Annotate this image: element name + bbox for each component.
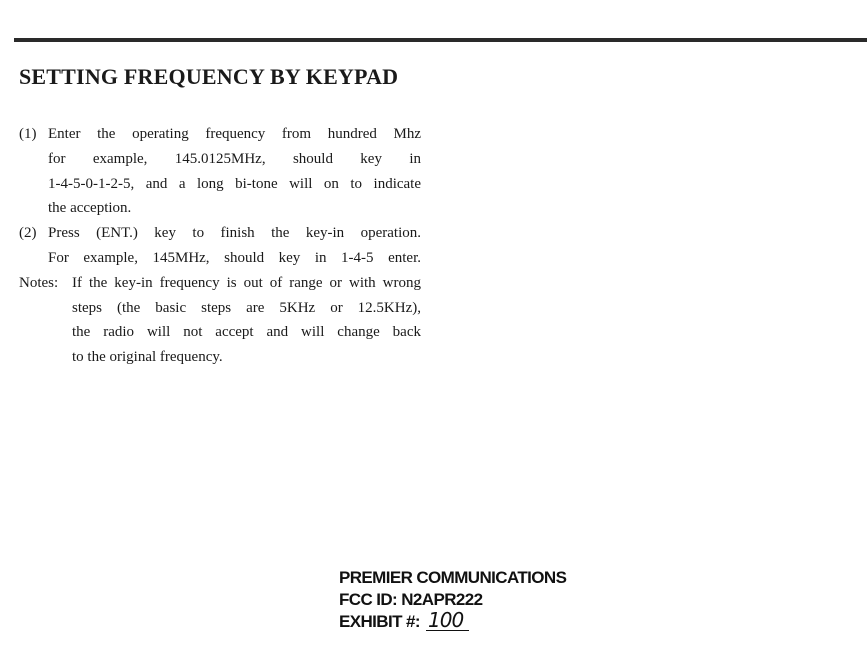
exhibit-stamp xyxy=(339,567,566,633)
step-2 xyxy=(19,221,421,271)
notes-line-3: the radio will not accept and will change back xyxy=(72,324,421,341)
step-1-text xyxy=(48,122,421,221)
top-rule xyxy=(14,38,867,42)
step-1-marker: (1) xyxy=(19,126,37,142)
step-1-line-4: the acception. xyxy=(48,200,132,217)
step-2-line-2: For example, 145MHz, should key in 1-4-5 enter. xyxy=(48,249,421,266)
notes-line-2: steps (the basic steps are 5KHz or 12.5KHz), xyxy=(72,299,421,316)
instructions xyxy=(19,122,421,370)
step-1-line-2: for example, 145.0125MHz, should key in xyxy=(48,150,421,167)
exhibit-number: 100 xyxy=(426,611,469,631)
step-1-line-3: 1-4-5-0-1-2-5, and a long bi-tone will on to indicate xyxy=(48,175,421,192)
step-1 xyxy=(19,122,421,221)
step-1-line-1: Enter the operating frequency from hundred Mhz xyxy=(48,126,421,142)
fcc-id: FCC ID: N2APR222 xyxy=(339,590,483,609)
notes-marker: Notes: xyxy=(19,274,59,291)
step-2-line-1: Press (ENT.) key to finish the key-in operation. xyxy=(48,225,421,242)
notes xyxy=(19,271,421,370)
exhibit-row xyxy=(339,608,566,633)
exhibit-label: EXHIBIT #: xyxy=(339,612,420,631)
step-2-text xyxy=(48,221,421,271)
notes-line-4: to the original frequency. xyxy=(72,349,223,366)
company-name: PREMIER COMMUNICATIONS xyxy=(339,568,567,587)
step-2-marker: (2) xyxy=(19,225,37,242)
notes-text xyxy=(72,271,421,370)
section-title: SETTING FREQUENCY BY KEYPAD xyxy=(19,64,399,89)
notes-line-1: If the key-in frequency is out of range or with wrong xyxy=(72,274,421,291)
